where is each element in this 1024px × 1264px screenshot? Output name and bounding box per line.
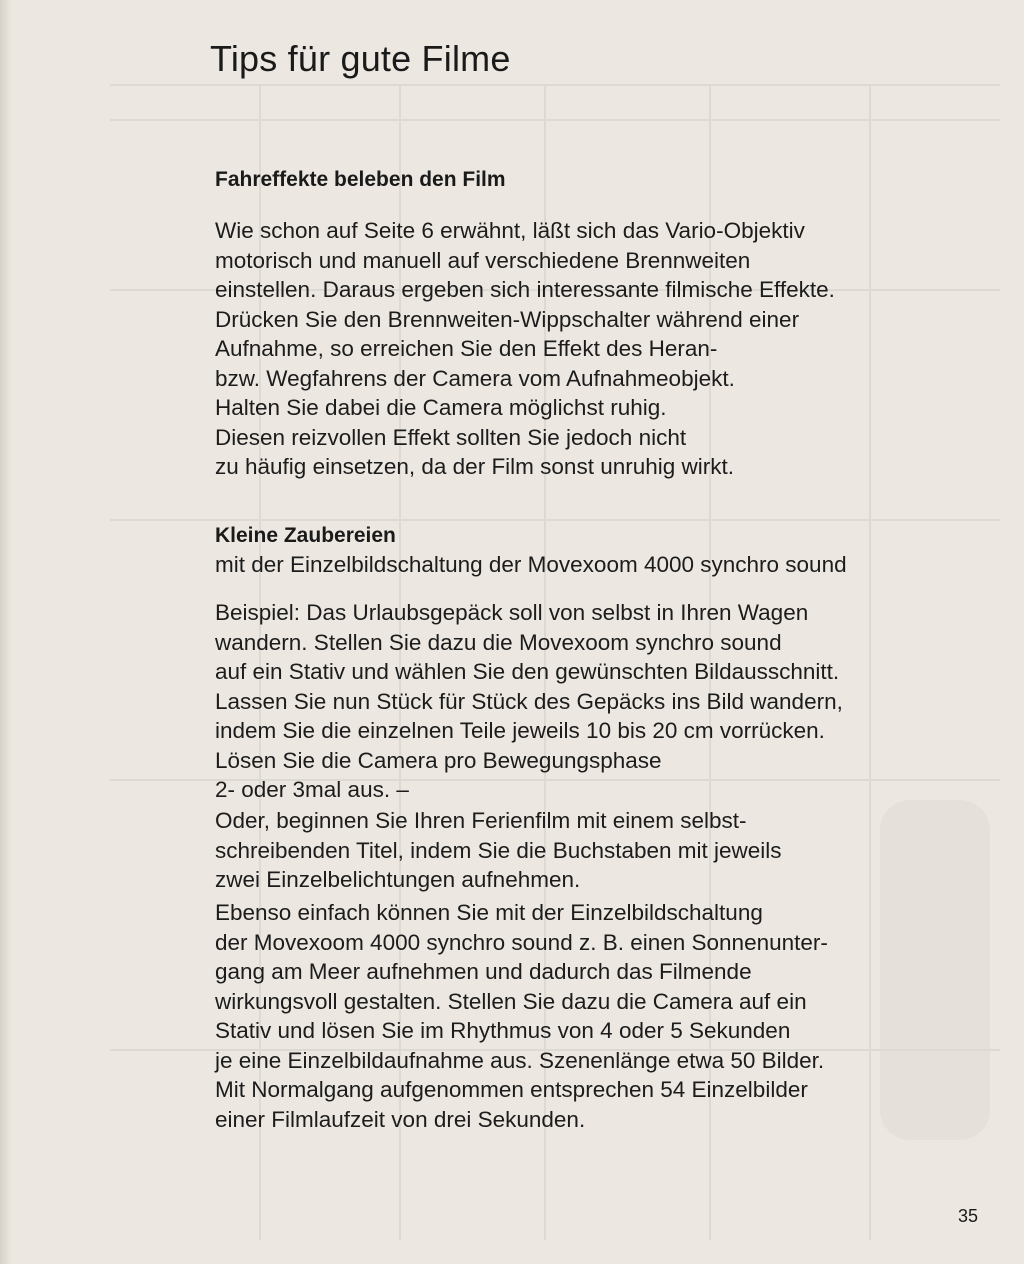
paragraph-sonnenuntergang: Ebenso einfach können Sie mit der Einzelbildschaltung der Movexoom 4000 synchro sound z. B. einen Sonnenunter- gang am Meer aufnehmen und dadurch das Filmende wirkungsvoll gestalten. Stellen Sie dazu die Camera auf ein Stativ und lösen Sie im Rhythmus von 4 oder 5 Sekunden je eine Einzelbildaufnahme aus. Szenenlänge etwa 50 Bilder. Mit Normalgang aufgenommen entsprechen 54 Einzelbilder einer Filmlaufzeit von drei Sekunden. xyxy=(215,900,828,1132)
section-subheading-einzelbild: mit der Einzelbildschaltung der Movexoom 4000 synchro sound xyxy=(215,552,847,577)
page-number: 35 xyxy=(958,1206,979,1226)
section-heading-zaubereien: Kleine Zaubereien xyxy=(215,524,396,547)
paragraph-urlaubsgepaeck: Beispiel: Das Urlaubsgepäck soll von selbst in Ihren Wagen wandern. Stellen Sie dazu die Movexoom synchro sound auf ein Stativ und wählen Sie den gewünschten Bildausschnitt. Lassen Sie nun Stück für Stück des Gepäcks ins Bild wandern, indem Sie die einzelnen Teile jeweils 10 bis 20 cm vorrücken. Lösen Sie die Camera pro Bewegungsphase 2- oder 3mal aus. – xyxy=(215,600,843,802)
section-heading-fahreffekte: Fahreffekte beleben den Film xyxy=(215,168,506,191)
paragraph-fahreffekte: Wie schon auf Seite 6 erwähnt, läßt sich das Vario-Objektiv motorisch und manuell auf verschiedene Brennweiten einstellen. Daraus ergeben sich interessante filmische Effekte. Drücken Sie den Brennweiten-Wippschalter während einer Aufnahme, so erreichen Sie den Effekt des Heran- bzw. Wegfahrens der Camera vom Aufnahmeobjekt. Halten Sie dabei die Camera möglichst ruhig. Diesen reizvollen Effekt sollten Sie jedoch nicht zu häufig einsetzen, da der Film sonst unruhig wirkt. xyxy=(215,218,835,479)
paragraph-ferienfilm: Oder, beginnen Sie Ihren Ferienfilm mit einem selbst- schreibenden Titel, indem Sie die Buchstaben mit jeweils zwei Einzelbelichtungen aufnehmen. xyxy=(215,808,782,892)
page-edge xyxy=(0,0,12,1264)
page-title: Tips für gute Filme xyxy=(210,38,511,79)
